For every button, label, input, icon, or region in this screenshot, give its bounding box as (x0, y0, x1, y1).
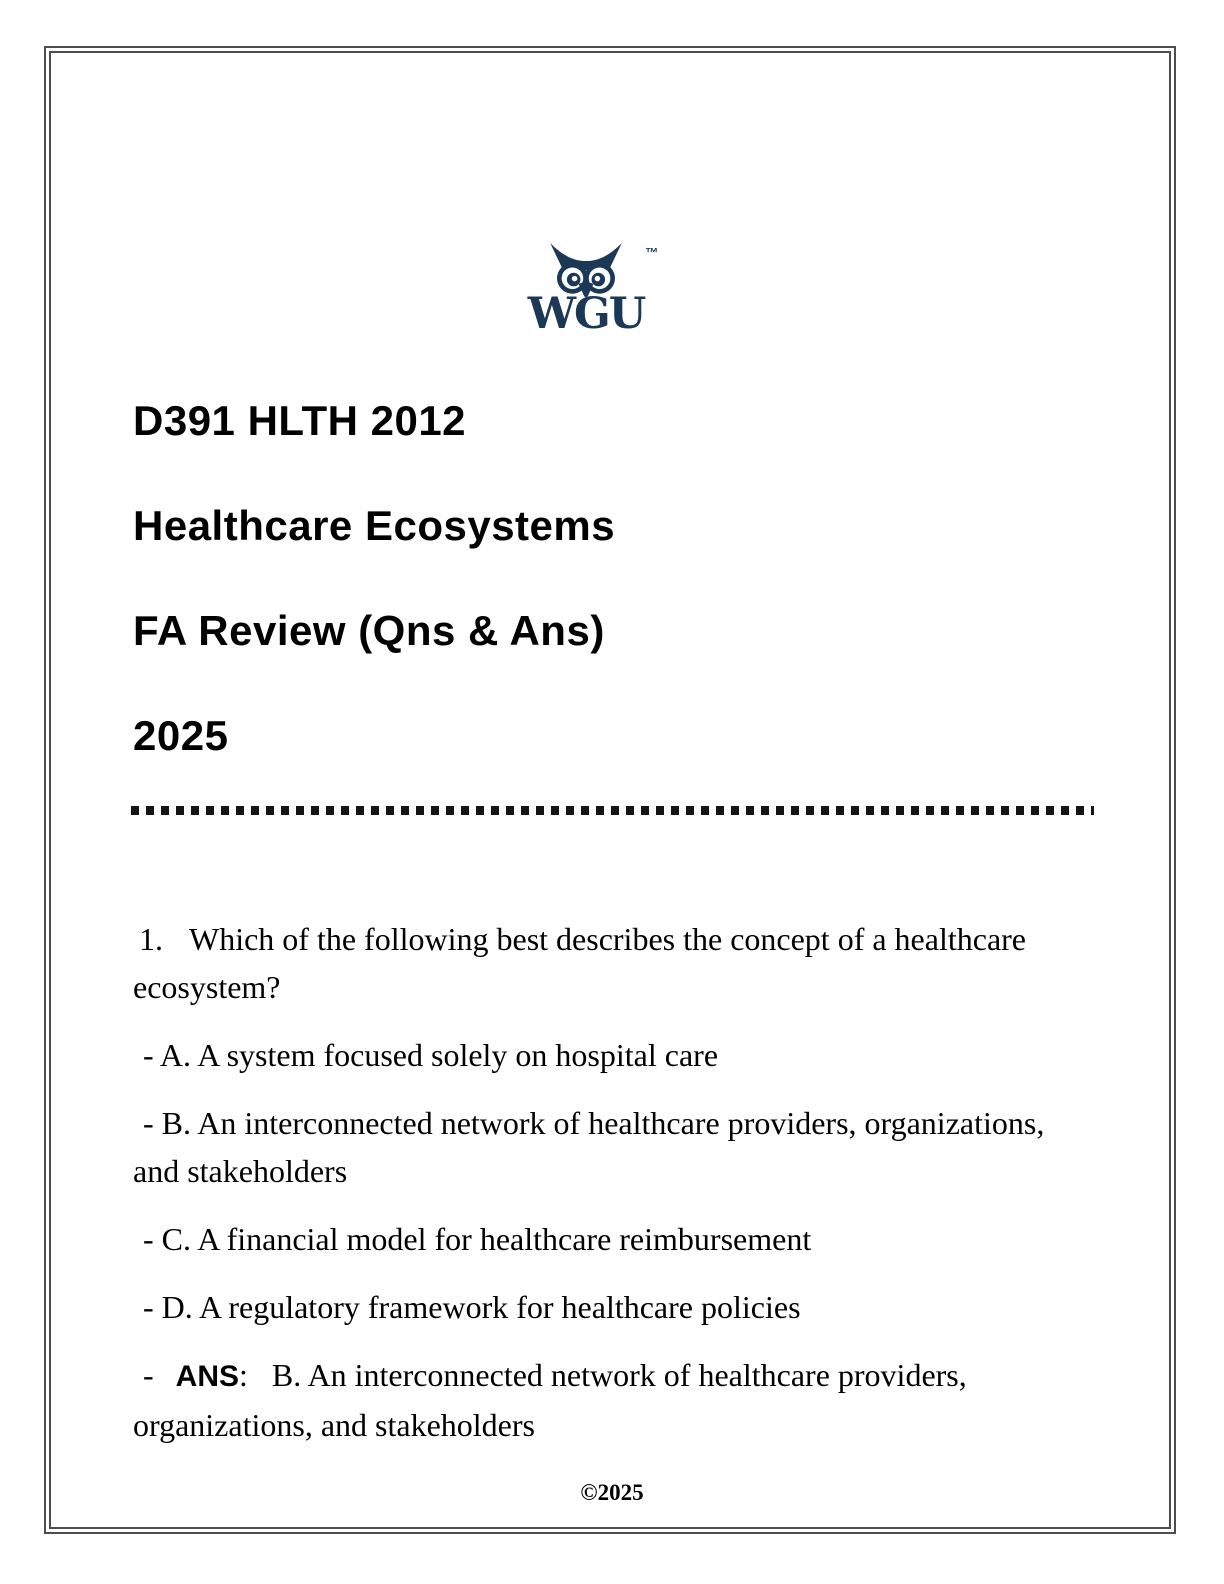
option-a-prefix: - A. (143, 1037, 191, 1073)
option-b-text: An interconnected network of healthcare providers, organizations, and stakeholders (133, 1105, 1045, 1189)
footer (0, 1479, 1224, 1507)
answer-text: B. An interconnected network of healthcare providers, organizations, and stakeholders (133, 1357, 967, 1443)
option-c (133, 1215, 1063, 1263)
answer-label: ANS (175, 1360, 239, 1393)
option-a (133, 1031, 1063, 1079)
option-d-prefix: - D. (143, 1289, 193, 1325)
trademark-symbol: ™ (645, 245, 659, 260)
option-d-text: A regulatory framework for healthcare policies (199, 1289, 801, 1325)
heading-course-name: Healthcare Ecosystems (133, 502, 616, 549)
wgu-wordmark: WGU (527, 289, 645, 339)
answer-colon: : (239, 1357, 248, 1393)
option-a-text: A system focused solely on hospital care (197, 1037, 719, 1073)
heading-doc-type: FA Review (Qns & Ans) (133, 607, 605, 654)
option-d (133, 1283, 1063, 1331)
answer-line (133, 1351, 1063, 1449)
dotted-divider (131, 806, 1094, 815)
title-block (0, 397, 1224, 760)
option-c-prefix: - C. (143, 1221, 191, 1257)
question-text: Which of the following best describes the concept of a healthcare ecosystem? (133, 921, 1026, 1005)
option-c-text: A financial model for healthcare reimbursement (197, 1221, 812, 1257)
option-b (133, 1099, 1063, 1195)
question-1-block (133, 915, 1063, 1449)
logo-block (527, 243, 659, 339)
option-b-prefix: - B. (143, 1105, 191, 1141)
question-1 (133, 915, 1063, 1011)
footer-copyright: ©2025 (580, 1480, 644, 1505)
question-number: 1. (139, 921, 163, 957)
heading-course-code: D391 HLTH 2012 (133, 397, 467, 444)
heading-year: 2025 (133, 712, 229, 759)
answer-dash: - (143, 1357, 154, 1393)
